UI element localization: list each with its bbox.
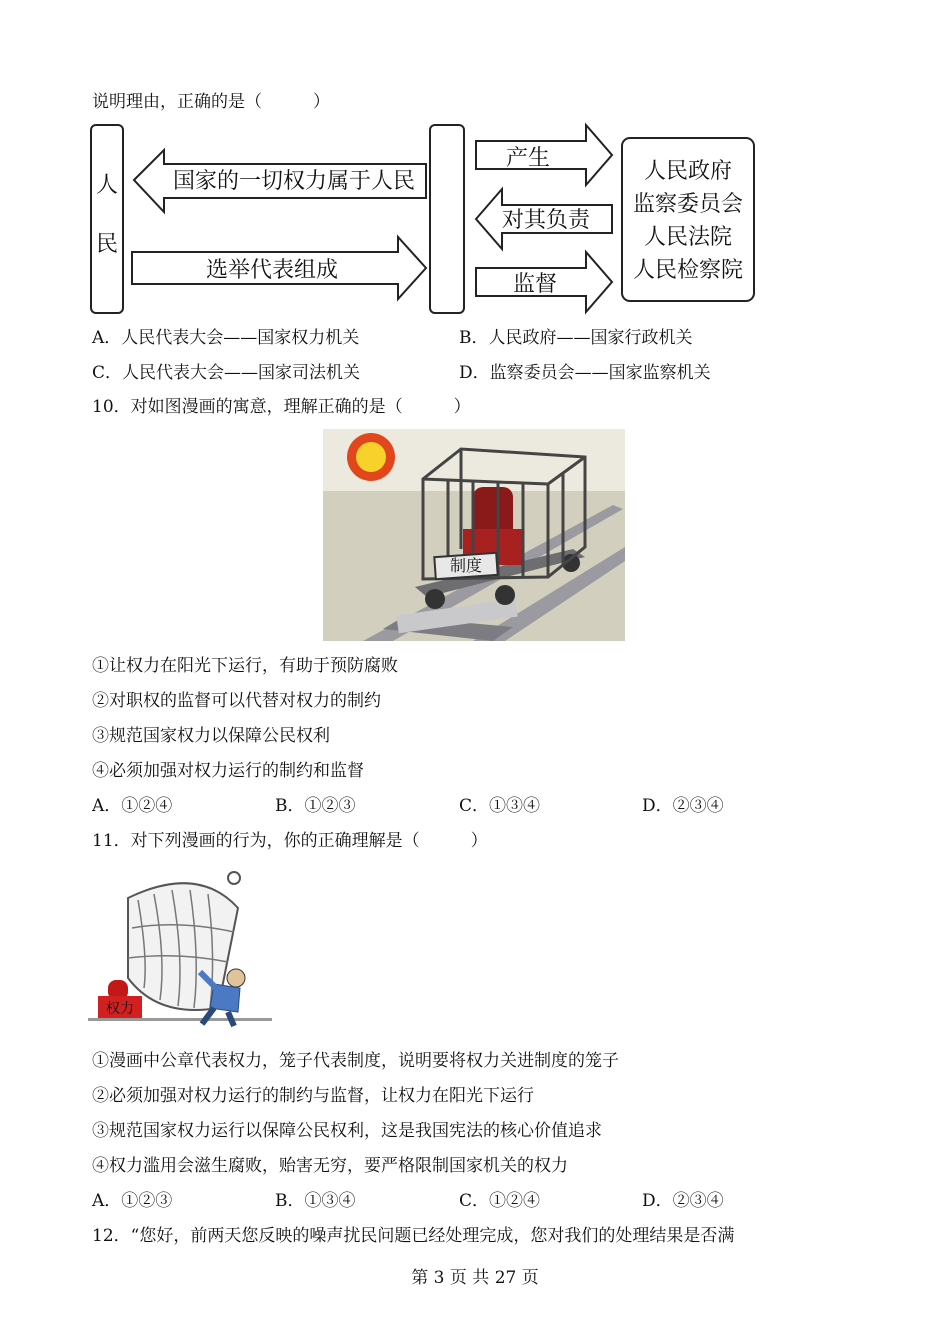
middle-box (430, 125, 464, 313)
right-box-line-3: 人民法院 (643, 225, 733, 250)
q10-option-b: B．①②③ (275, 796, 356, 816)
right-box-line-2: 监察委员会 (632, 192, 744, 217)
cage-plaque-label: 制度 (449, 556, 483, 575)
q10-statement-4: ④必须加强对权力运行的制约和监督 (92, 761, 364, 781)
left-box (91, 125, 123, 313)
q9-option-b: B．人民政府——国家行政机关 (459, 328, 693, 348)
birdcage-cartoon (88, 868, 272, 1034)
q9-option-a: A．人民代表大会——国家权力机关 (92, 328, 360, 348)
q10-option-c: C．①③④ (459, 796, 541, 816)
left-box-char-1: 人 (95, 173, 119, 198)
arrow-label-all-power: 国家的一切权力属于人民 (172, 169, 416, 194)
q10-option-d: D．②③④ (642, 796, 724, 816)
left-box-char-2: 民 (95, 232, 119, 257)
q11-statement-3: ③规范国家权力运行以保障公民权利，这是我国宪法的核心价值追求 (92, 1121, 602, 1141)
q11-option-c: C．①②④ (459, 1191, 541, 1211)
stamp-label: 权力 (106, 1001, 134, 1017)
right-box-line-4: 人民检察院 (632, 258, 744, 283)
q11-statement-2: ②必须加强对权力运行的制约与监督，让权力在阳光下运行 (92, 1086, 534, 1106)
q11-stem: 11．对下列漫画的行为，你的正确理解是（ ） (92, 831, 488, 851)
sun-icon (347, 433, 395, 481)
q10-option-a: A．①②④ (92, 796, 173, 816)
q12-stem: 12．“您好，前两天您反映的噪声扰民问题已经处理完成，您对我们的处理结果是否满 (92, 1226, 735, 1246)
q11-statement-1: ①漫画中公章代表权力，笼子代表制度，说明要将权力关进制度的笼子 (92, 1051, 619, 1071)
q10-statement-3: ③规范国家权力以保障公民权利 (92, 726, 330, 746)
q10-statement-2: ②对职权的监督可以代替对权力的制约 (92, 691, 381, 711)
q10-statement-1: ①让权力在阳光下运行，有助于预防腐败 (92, 656, 398, 676)
q9-intro: 说明理由，正确的是（ ） (92, 92, 330, 112)
q11-statement-4: ④权力滥用会滋生腐败，贻害无穷，要严格限制国家机关的权力 (92, 1156, 568, 1176)
q11-option-b: B．①③④ (275, 1191, 356, 1211)
arrow-label-elect: 选举代表组成 (205, 258, 339, 283)
arrow-label-supervise: 监督 (512, 272, 558, 297)
arrow-label-produce: 产生 (505, 146, 551, 171)
arrow-label-responsible: 对其负责 (501, 208, 591, 233)
q11-option-a: A．①②③ (92, 1191, 173, 1211)
q11-option-d: D．②③④ (642, 1191, 724, 1211)
power-structure-diagram (88, 120, 760, 320)
q10-stem: 10．对如图漫画的寓意，理解正确的是（ ） (92, 397, 471, 417)
q9-option-d: D．监察委员会——国家监察机关 (459, 363, 711, 383)
q9-option-c: C．人民代表大会——国家司法机关 (92, 363, 361, 383)
page-footer: 第 3 页 共 27 页 (411, 1268, 539, 1288)
right-box-line-1: 人民政府 (643, 159, 733, 184)
cage-on-rails-cartoon (323, 429, 625, 641)
